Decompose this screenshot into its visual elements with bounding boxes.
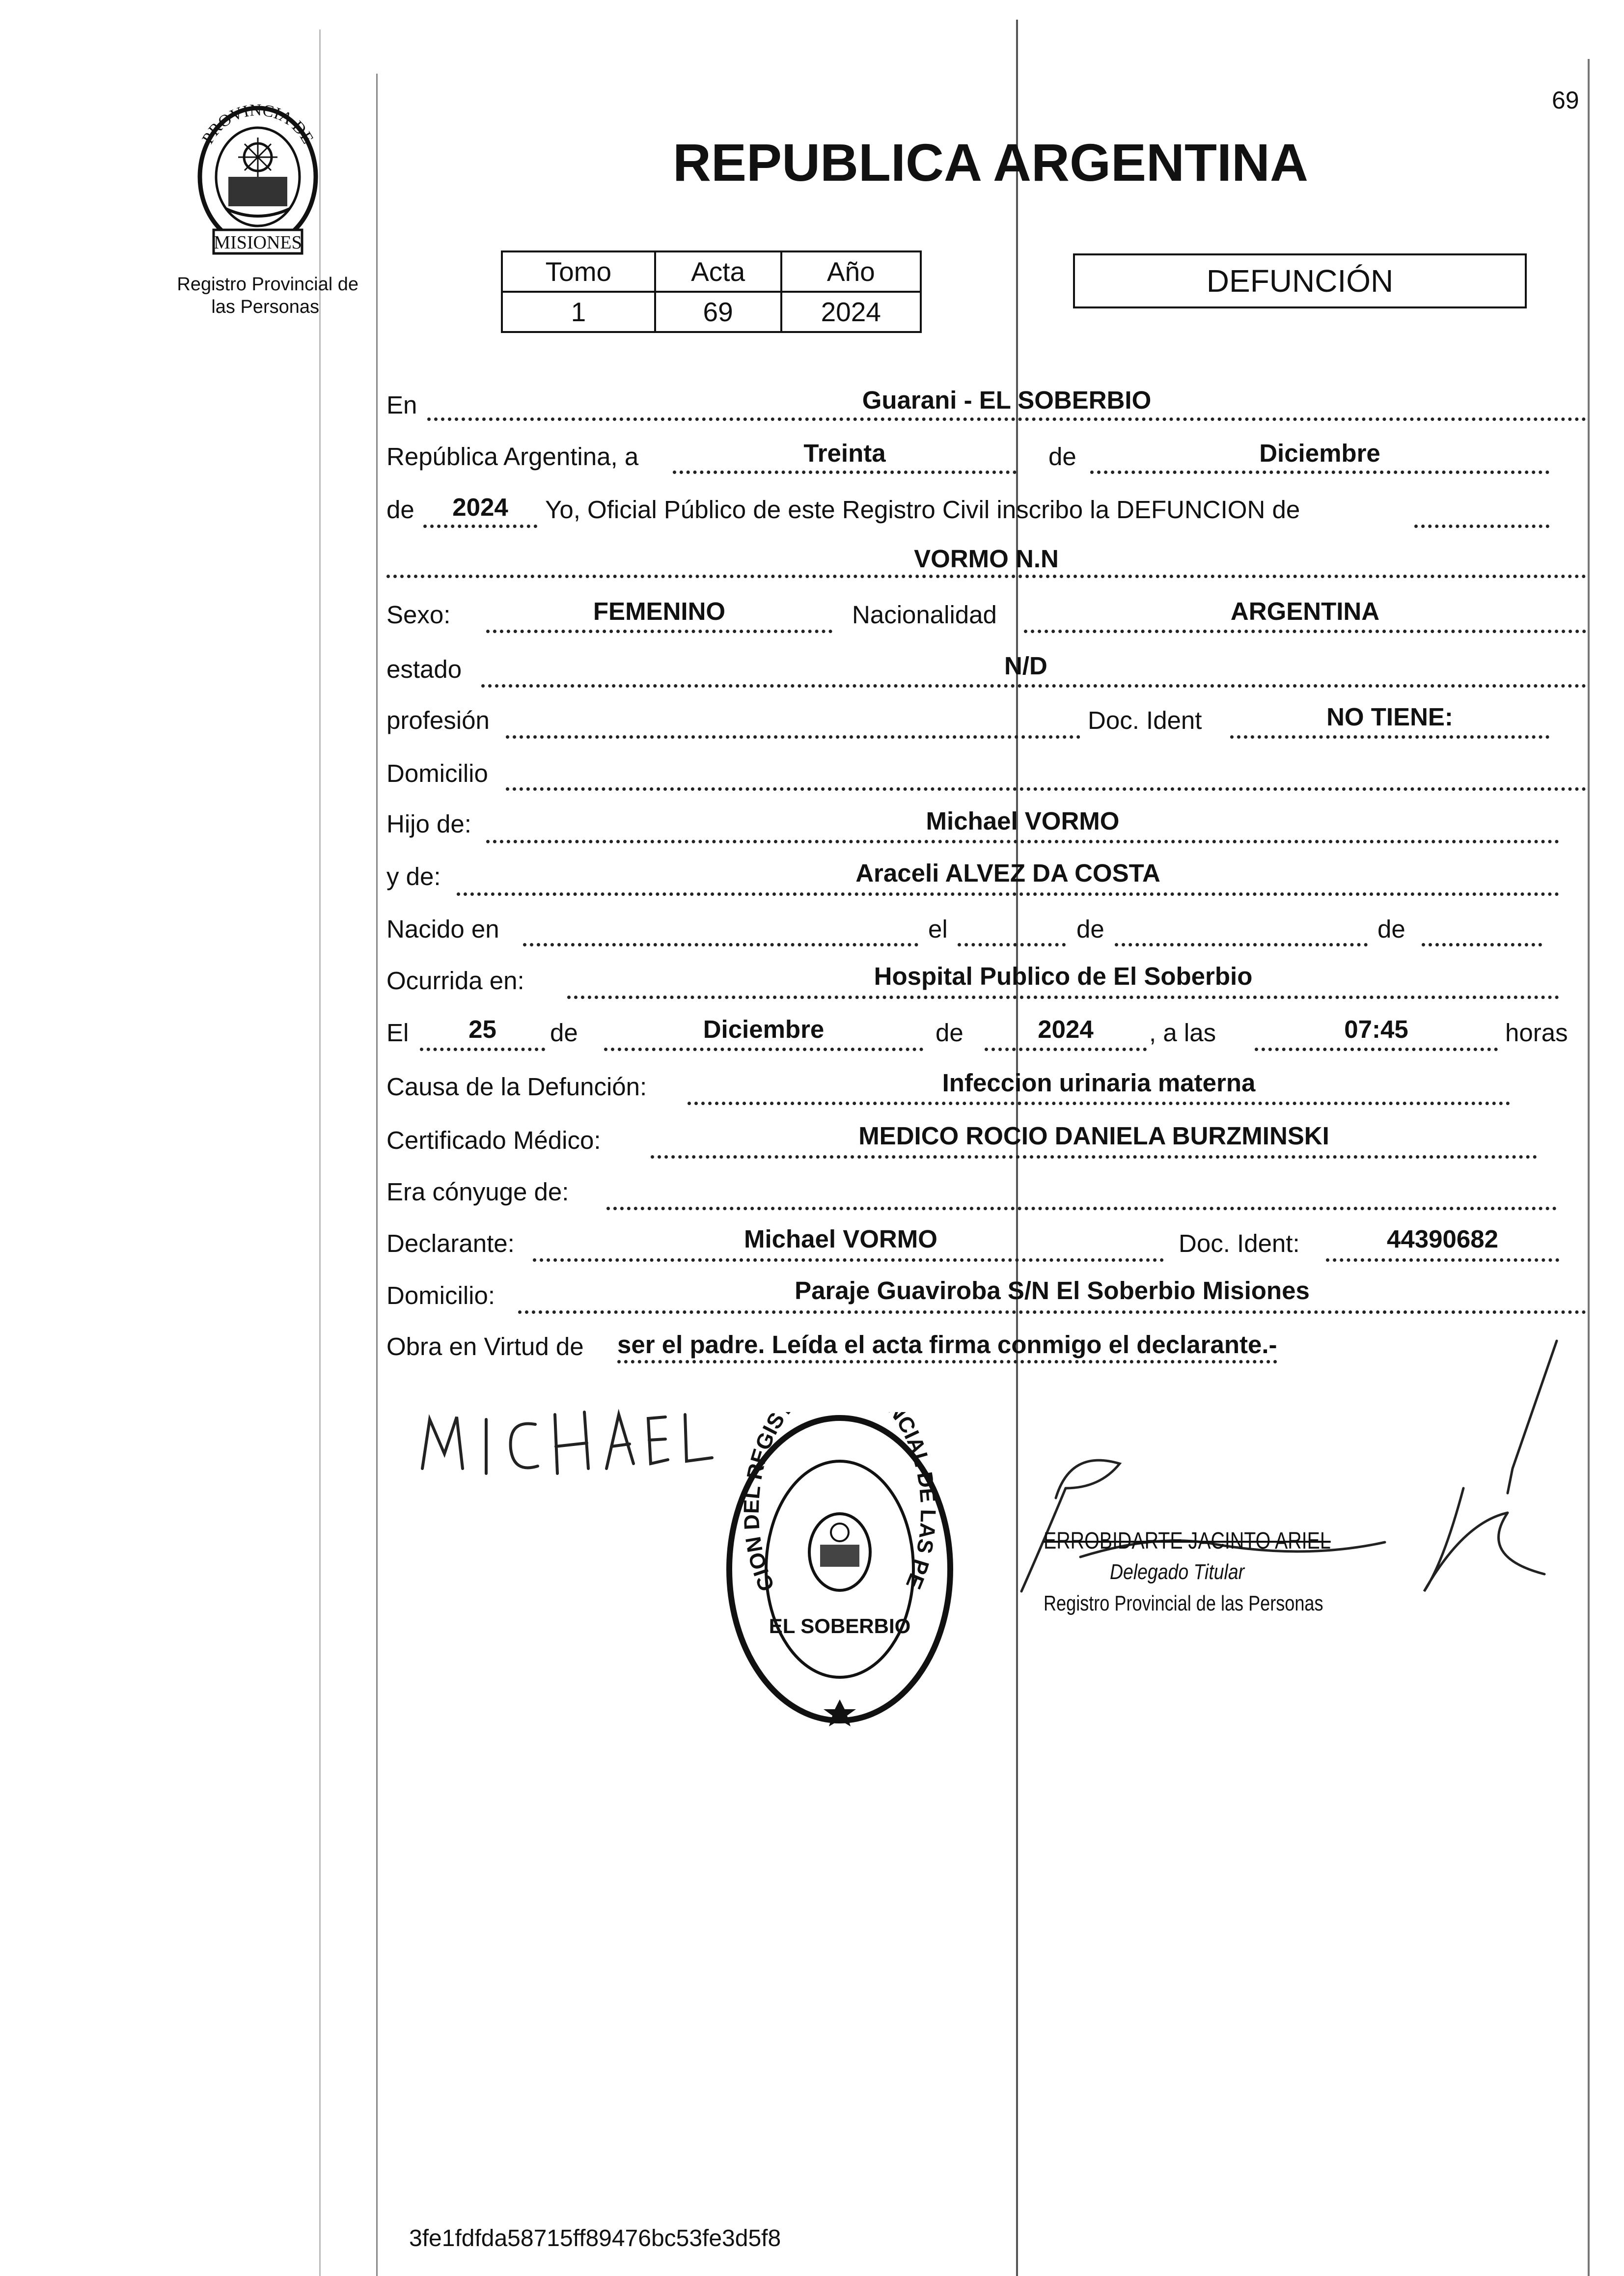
value-dia: Treinta: [803, 439, 886, 467]
dots-madre: [457, 892, 1559, 896]
registry-stamp: [724, 1412, 955, 1726]
acta-value-tomo: 1: [502, 292, 655, 332]
label-certificado: Certificado Médico:: [386, 1126, 601, 1154]
official-signature-scribble: [1012, 1326, 1591, 1631]
label-en: En: [386, 391, 417, 419]
label-declarante: Declarante:: [386, 1229, 515, 1257]
value-decl-doc: 44390682: [1387, 1225, 1498, 1253]
dots-estado: [481, 684, 1586, 688]
official-name: ERROBIDARTE JACINTO ARIEL: [1044, 1528, 1331, 1554]
dots-conyuge: [606, 1207, 1557, 1210]
registry-caption-line2: las Personas: [211, 297, 319, 317]
label-domicilio-declarante: Domicilio:: [386, 1281, 495, 1309]
handwritten-signature-michael: [417, 1395, 722, 1493]
label-ocurrida-en: Ocurrida en:: [386, 967, 524, 995]
dots-nombre: [386, 575, 1586, 578]
value-anio: 2024: [452, 493, 508, 521]
label-nacido-de-anio: de: [1377, 915, 1405, 943]
label-decl-doc: Doc. Ident:: [1179, 1229, 1300, 1257]
official-registry: Registro Provincial de las Personas: [1044, 1591, 1323, 1615]
value-lugar: Guarani - EL SOBERBIO: [862, 386, 1152, 414]
acta-header-acta: Acta: [655, 251, 781, 292]
dots-en: [427, 417, 1586, 421]
dots-ocurrida: [567, 996, 1559, 999]
dots-declarante: [533, 1258, 1164, 1262]
label-de-anio2: de: [936, 1019, 963, 1047]
acta-table: [501, 250, 922, 333]
label-sexo: Sexo:: [386, 601, 451, 629]
label-domicilio: Domicilio: [386, 759, 488, 787]
value-declarante: Michael VORMO: [744, 1225, 937, 1253]
dots-dia: [673, 471, 1017, 474]
label-de-anio: de: [386, 496, 414, 524]
dots-mes: [1090, 471, 1549, 474]
label-de-mes: de: [1048, 443, 1076, 471]
label-nacionalidad: Nacionalidad: [852, 601, 997, 629]
label-nacido-el: el: [928, 915, 948, 943]
seal-bottom-text: MISIONES: [214, 232, 302, 253]
value-anio2: 2024: [1038, 1015, 1094, 1043]
scan-line-margin: [319, 29, 321, 2276]
registry-caption-line1: Registro Provincial de: [177, 274, 358, 295]
acta-table-value-row: [502, 292, 921, 332]
registry-caption: [138, 273, 358, 318]
dots-nacionalidad: [1024, 630, 1586, 633]
dots-yo: [1414, 525, 1549, 528]
dots-padre: [486, 840, 1559, 843]
value-dia2: 25: [468, 1015, 496, 1043]
stamp-ring-text: CION DEL REGIS CIAL DE LAS PE: [739, 1412, 940, 1595]
value-doc-ident: NO TIENE:: [1326, 703, 1453, 731]
doc-type-box: [1073, 253, 1527, 308]
dots-certificado: [651, 1155, 1537, 1159]
label-republica: República Argentina, a: [386, 443, 639, 471]
dots-domicilio-declarante: [518, 1310, 1586, 1314]
dots-nacido-anio: [1422, 943, 1542, 946]
dots-profesion: [506, 735, 1080, 739]
page-title: REPUBLICA ARGENTINA: [673, 133, 1308, 192]
label-nacido-en: Nacido en: [386, 915, 499, 943]
page-number: 69: [1552, 86, 1579, 114]
dots-nacido-mes: [1115, 943, 1368, 946]
value-domicilio-declarante: Paraje Guaviroba S/N El Soberbio Misiones: [795, 1277, 1310, 1305]
value-sexo: FEMENINO: [593, 597, 726, 625]
dots-anio: [423, 525, 537, 528]
dots-mes2: [604, 1048, 923, 1051]
acta-header-tomo: Tomo: [502, 251, 655, 292]
seal-top-text: PROVINCIA DE: [198, 103, 317, 147]
dots-decl-doc: [1326, 1258, 1559, 1262]
label-causa: Causa de la Defunción:: [386, 1073, 647, 1101]
acta-table-header-row: [502, 251, 921, 292]
label-hijo-de: Hijo de:: [386, 810, 471, 838]
value-mes2: Diciembre: [703, 1015, 825, 1043]
dots-hora: [1255, 1048, 1498, 1051]
value-madre: Araceli ALVEZ DA COSTA: [855, 859, 1160, 887]
dots-causa: [688, 1102, 1510, 1105]
label-a-las: , a las: [1149, 1019, 1216, 1047]
official-title: Delegado Titular: [1110, 1560, 1245, 1584]
label-horas: horas: [1505, 1019, 1568, 1047]
label-obra-virtud: Obra en Virtud de: [386, 1332, 584, 1360]
scan-line-left: [376, 74, 378, 2276]
value-nombre: VORMO N.N: [914, 545, 1059, 573]
document-hash: 3fe1fdfda58715ff89476bc53fe3d5f8: [409, 2225, 781, 2251]
value-hora: 07:45: [1344, 1015, 1408, 1043]
value-padre: Michael VORMO: [926, 807, 1120, 835]
label-estado: estado: [386, 655, 462, 683]
value-ocurrida: Hospital Publico de El Soberbio: [874, 962, 1253, 990]
dots-dia2: [420, 1048, 545, 1051]
acta-value-acta: 69: [655, 292, 781, 332]
svg-text:DELEGACION DEL REGISTRO PROVIN: [724, 1412, 940, 1595]
provincial-seal-icon: [187, 103, 329, 260]
label-doc-ident: Doc. Ident: [1088, 706, 1202, 734]
acta-value-anio: 2024: [781, 292, 921, 332]
dots-domicilio: [506, 787, 1586, 791]
value-estado: N/D: [1004, 652, 1047, 680]
doc-type-label: DEFUNCIÓN: [1206, 263, 1394, 299]
label-el: El: [386, 1019, 409, 1047]
label-de-mes2: de: [550, 1019, 578, 1047]
value-obra-virtud: ser el padre. Leída el acta firma conmigo el declarante.-: [617, 1330, 1277, 1363]
value-certificado: MEDICO ROCIO DANIELA BURZMINSKI: [858, 1122, 1329, 1150]
label-conyuge: Era cónyuge de:: [386, 1178, 569, 1206]
label-y-de: y de:: [386, 862, 441, 890]
stamp-center-text: EL SOBERBIO: [769, 1614, 911, 1638]
dots-nacido-lugar: [523, 943, 918, 946]
dots-doc: [1230, 735, 1549, 739]
dots-sexo: [486, 630, 832, 633]
dots-anio2: [985, 1048, 1147, 1051]
label-nacido-de-mes: de: [1076, 915, 1104, 943]
value-causa: Infeccion urinaria materna: [942, 1069, 1256, 1097]
value-nacionalidad: ARGENTINA: [1230, 597, 1380, 625]
scan-line-right: [1588, 59, 1590, 2276]
dots-nacido-dia: [958, 943, 1066, 946]
acta-header-anio: Año: [781, 251, 921, 292]
label-yo-oficial: Yo, Oficial Público de este Registro Civil inscribo la DEFUNCION de: [545, 496, 1300, 524]
value-mes: Diciembre: [1259, 439, 1380, 467]
label-profesion: profesión: [386, 706, 490, 734]
